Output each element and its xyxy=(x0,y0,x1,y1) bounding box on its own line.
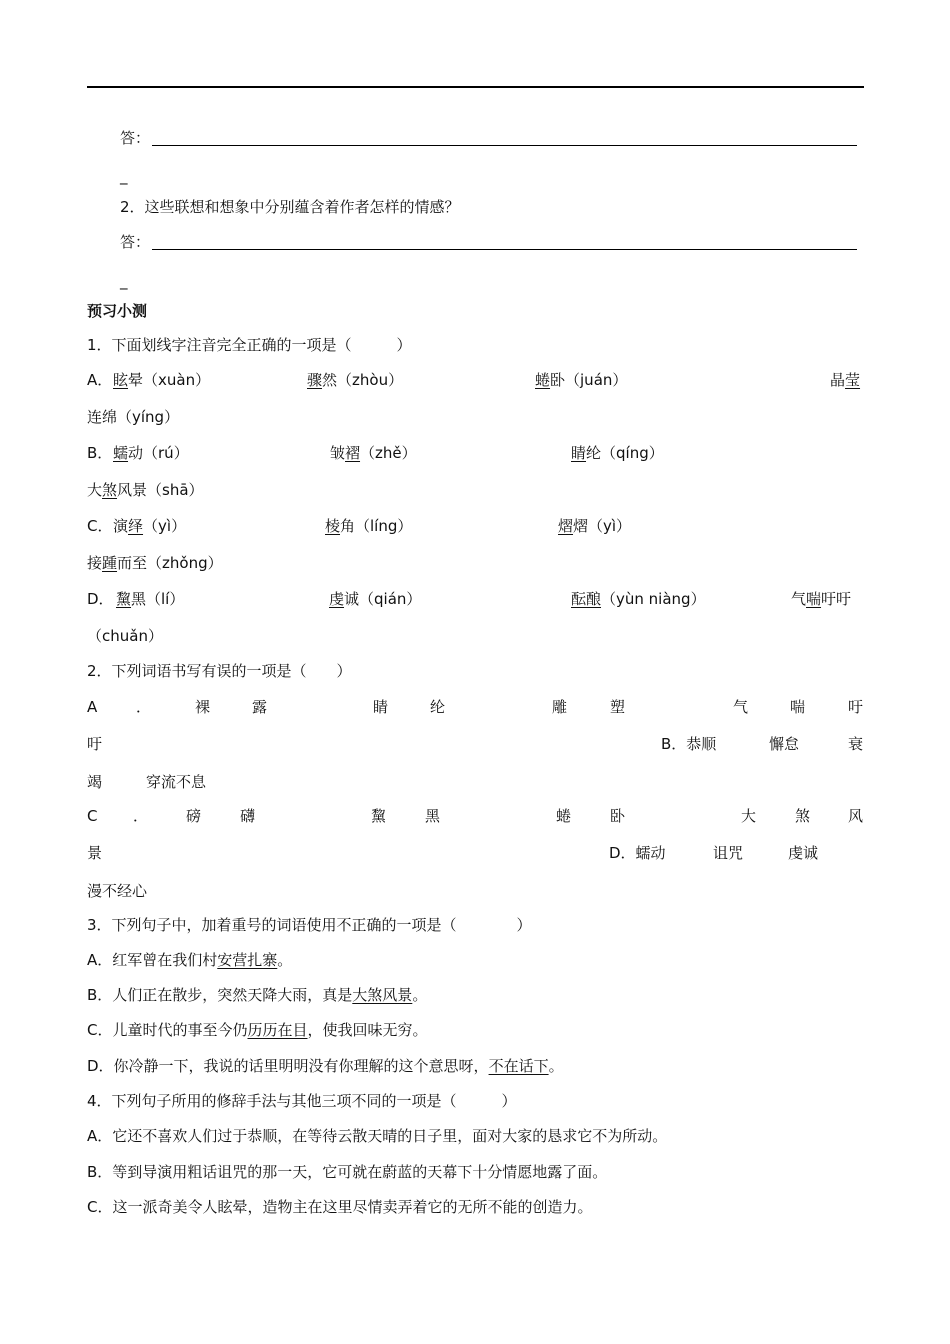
answer-tail-2: _ xyxy=(120,272,128,290)
reading-text: 而至（zhǒng） xyxy=(117,554,223,572)
q1-b-item-2 xyxy=(330,443,417,463)
underlined-char: 莹 xyxy=(845,371,861,389)
q2-c-token: ． xyxy=(133,807,149,825)
q2-c-token: 礴 xyxy=(240,807,256,825)
answer-label-1: 答： xyxy=(120,129,151,147)
sentence-text: 。 xyxy=(277,951,293,969)
sentence-text: A．红军曾在我们村 xyxy=(87,951,218,969)
reading-text: 诚（qián） xyxy=(344,590,422,608)
answer-tail-1: _ xyxy=(120,167,128,185)
underlined-char: 褶 xyxy=(345,444,361,462)
q2-d-token: D．蠕动 xyxy=(609,844,666,862)
reading-text: 吁吁 xyxy=(821,590,852,608)
q2-d-token: 诅咒 xyxy=(713,844,744,862)
q1-a-item-4-cont: 连绵（yíng） xyxy=(87,408,180,426)
emphasized-phrase: 大煞风景 xyxy=(352,986,413,1004)
q2-c-token: 大 xyxy=(741,807,757,825)
underlined-char: 黧 xyxy=(116,590,132,608)
underlined-char: 喘 xyxy=(806,590,822,608)
q3-stem: 3．下列句子中，加着重号的词语使用不正确的一项是（ ） xyxy=(87,916,532,934)
q2-d-token: 虔诚 xyxy=(788,844,819,862)
reading-text: （zhě） xyxy=(360,444,417,462)
q1-a-item-3 xyxy=(535,370,627,390)
q2-a-token: 露 xyxy=(252,698,268,716)
q2-b-token: 衰 xyxy=(848,735,864,753)
sentence-text: B．人们正在散步，突然天降大雨，真是 xyxy=(87,986,353,1004)
plain-char: 演 xyxy=(113,517,129,535)
q1-a-item-1 xyxy=(113,370,210,390)
q4-stem: 4．下列句子所用的修辞手法与其他三项不同的一项是（ ） xyxy=(87,1092,517,1110)
q2-c-token: 黑 xyxy=(425,807,441,825)
q1-c-item-1 xyxy=(113,516,186,536)
section-title: 预习小测 xyxy=(87,302,148,320)
q4-option-c: C．这一派奇美令人眩晕，造物主在这里尽情卖弄着它的无所不能的创造力。 xyxy=(87,1198,593,1216)
emphasized-phrase: 不在话下 xyxy=(488,1057,549,1075)
q1-option-a-label: A． xyxy=(87,371,113,389)
q2-c-token: 风 xyxy=(848,807,864,825)
sentence-text: C．儿童时代的事至今仍 xyxy=(87,1021,248,1039)
answer-blank-1[interactable] xyxy=(152,145,857,146)
q1-b-item-4 xyxy=(87,480,204,500)
underlined-char: 酝酿 xyxy=(571,590,602,608)
underlined-char: 睛 xyxy=(571,444,587,462)
q4-option-b: B．等到导演用粗话诅咒的那一天，它可就在蔚蓝的天幕下十分情愿地露了面。 xyxy=(87,1163,608,1181)
q2-a-token: 裸 xyxy=(195,698,211,716)
underlined-char: 熠 xyxy=(558,517,574,535)
sentence-text: ，使我回味无穷。 xyxy=(307,1021,428,1039)
sentence-text: 。 xyxy=(412,986,428,1004)
q1-c-item-3 xyxy=(558,516,631,536)
underlined-char: 棱 xyxy=(325,517,341,535)
q1-c-item-4 xyxy=(87,553,223,573)
q1-d-item-2 xyxy=(329,589,421,609)
q2-c-token: C xyxy=(87,807,98,825)
q2-c-token: 卧 xyxy=(610,807,626,825)
answer-blank-2[interactable] xyxy=(152,249,857,250)
q2-b-cont: 竭 xyxy=(87,773,103,791)
q1-option-b-label: B． xyxy=(87,444,113,462)
reading-text: （yùn niàng） xyxy=(601,590,706,608)
q1-d-item-3 xyxy=(571,589,706,609)
reading-text: 纶（qíng） xyxy=(586,444,664,462)
q2-d-cont: 漫不经心 xyxy=(87,882,148,900)
underlined-char: 蜷 xyxy=(535,371,551,389)
header-rule xyxy=(87,86,864,88)
q1-b-item-3 xyxy=(571,443,664,463)
reading-text: 然（zhòu） xyxy=(322,371,404,389)
q1-option-d-label: D． xyxy=(87,590,114,608)
q2-a-token: 雕 xyxy=(552,698,568,716)
reading-text: 黑（lí） xyxy=(131,590,185,608)
q3-option-c xyxy=(87,1020,428,1040)
reading-text: （yì） xyxy=(143,517,187,535)
reading-text: 卧（juán） xyxy=(550,371,628,389)
underlined-char: 煞 xyxy=(102,481,118,499)
q2-c-token: 煞 xyxy=(795,807,811,825)
underlined-char: 踵 xyxy=(102,554,118,572)
q3-option-b xyxy=(87,985,427,1005)
q2-b-token: B．恭顺 xyxy=(661,735,717,753)
q3-option-a xyxy=(87,950,292,970)
plain-char: 气 xyxy=(791,590,807,608)
q3-option-d xyxy=(87,1056,564,1076)
q1-d-item-4-cont: （chuǎn） xyxy=(87,627,163,645)
q2-b-cont: 穿流不息 xyxy=(146,773,207,791)
reading-text: 角（líng） xyxy=(340,517,413,535)
plain-char: 大 xyxy=(87,481,103,499)
underlined-char: 虔 xyxy=(329,590,345,608)
q2-b-token: 懈怠 xyxy=(769,735,800,753)
q2-c-token: 蜷 xyxy=(556,807,572,825)
q1-a-item-2 xyxy=(307,370,403,390)
q2-stem: 2．下列词语书写有误的一项是（ ） xyxy=(87,662,352,680)
underlined-char: 蠕 xyxy=(113,444,129,462)
emphasized-phrase: 历历在目 xyxy=(247,1021,308,1039)
sentence-text: 。 xyxy=(548,1057,564,1075)
plain-char: 晶 xyxy=(830,371,846,389)
emphasized-phrase: 安营扎寨 xyxy=(217,951,278,969)
reading-text: 熠（yì） xyxy=(573,517,632,535)
q2-a-token: 睛 xyxy=(373,698,389,716)
q2-a-token: ． xyxy=(136,698,152,716)
q2-a-token: 塑 xyxy=(610,698,626,716)
plain-char: 接 xyxy=(87,554,103,572)
underlined-char: 骤 xyxy=(307,371,323,389)
q2-c-token: 黧 xyxy=(371,807,387,825)
q2-a-token: 喘 xyxy=(790,698,806,716)
reading-question-2: 2．这些联想和想象中分别蕴含着作者怎样的情感？ xyxy=(120,198,460,216)
plain-char: 皱 xyxy=(330,444,346,462)
q1-b-item-1 xyxy=(113,443,189,463)
q2-a-cont: 吁 xyxy=(87,735,103,753)
underlined-char: 绎 xyxy=(128,517,144,535)
q2-a-token: 吁 xyxy=(848,698,864,716)
q2-c-cont: 景 xyxy=(87,844,103,862)
q1-stem: 1．下面划线字注音完全正确的一项是（ ） xyxy=(87,336,412,354)
sentence-text: D．你冷静一下，我说的话里明明没有你理解的这个意思呀， xyxy=(87,1057,489,1075)
q2-c-token: 磅 xyxy=(186,807,202,825)
answer-label-2: 答： xyxy=(120,233,151,251)
q2-a-token: 气 xyxy=(733,698,749,716)
q1-a-item-4 xyxy=(830,370,860,390)
q2-a-token: 纶 xyxy=(430,698,446,716)
reading-text: 动（rú） xyxy=(128,444,189,462)
reading-text: 风景（shā） xyxy=(117,481,204,499)
reading-text: 晕（xuàn） xyxy=(128,371,211,389)
underlined-char: 眩 xyxy=(113,371,129,389)
q1-c-item-2 xyxy=(325,516,412,536)
q4-option-a: A．它还不喜欢人们过于恭顺，在等待云散天晴的日子里，面对大家的恳求它不为所动。 xyxy=(87,1127,668,1145)
q1-option-c-label: C． xyxy=(87,517,113,535)
q1-d-item-1 xyxy=(116,589,184,609)
q1-d-item-4 xyxy=(791,589,851,609)
q2-a-token: A xyxy=(87,698,98,716)
